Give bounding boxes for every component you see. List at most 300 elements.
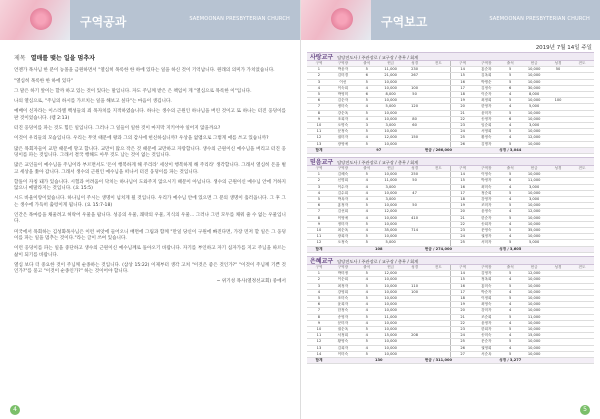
table-cell: 2 [307, 73, 331, 79]
district-section [307, 256, 594, 364]
column-header: 전도 [427, 166, 451, 172]
table-cell: 4 [498, 104, 522, 110]
table-cell: 5 [498, 79, 522, 85]
total-cell [331, 147, 355, 153]
table-cell: 47 [403, 190, 427, 196]
table-cell: 10,000 [522, 141, 546, 147]
table-cell: 5 [498, 314, 522, 320]
table-cell: 150 [403, 135, 427, 141]
table-cell: 10,000 [379, 295, 403, 301]
table-cell: 20 [450, 308, 474, 314]
district-name: 사랑교구 [310, 54, 334, 61]
table-cell: 5 [355, 271, 379, 277]
page-number-right: 5 [580, 405, 590, 415]
table-cell: 10,000 [522, 98, 546, 104]
table-cell: 5 [355, 234, 379, 240]
table-cell: 4 [355, 184, 379, 190]
total-cell: 헌금 / 311,000 [403, 357, 475, 363]
table-cell: 10,000 [522, 116, 546, 122]
total-row [307, 147, 594, 153]
table-cell: 410 [403, 215, 427, 221]
table-cell: 9 [307, 221, 331, 227]
column-header: 성경 [403, 166, 427, 172]
table-cell: 장희자 [331, 234, 355, 240]
table-cell: 5 [355, 141, 379, 147]
table-cell: 권순옥 [331, 326, 355, 332]
column-header: 구역 [450, 265, 474, 271]
column-header: 구역 [307, 166, 331, 172]
table-cell: 100 [403, 85, 427, 91]
column-header: 전도 [427, 265, 451, 271]
table-cell: 26 [450, 345, 474, 351]
total-cell: 성경 / 3,044 [474, 147, 546, 153]
table-cell: 10,000 [379, 289, 403, 295]
table-cell: 박윤자 [331, 67, 355, 73]
table-cell: 4 [498, 184, 522, 190]
table-cell: 윤정숙 [474, 209, 498, 215]
table-cell: 5 [498, 339, 522, 345]
table-cell: 230 [403, 67, 427, 73]
table-cell: 박순자 [474, 289, 498, 295]
table-cell: 16 [450, 79, 474, 85]
left-banner-church-name: SAEMOONAN PRESBYTERIAN CHURCH [189, 16, 290, 22]
table-cell: 5 [355, 295, 379, 301]
table-cell: 송영자 [331, 314, 355, 320]
table-cell: 10,000 [522, 289, 546, 295]
table-cell: 4 [355, 190, 379, 196]
table-cell: 5 [498, 73, 522, 79]
column-header: 헌금 [522, 265, 546, 271]
table-cell: 4 [355, 85, 379, 91]
table-cell: 5 [355, 129, 379, 135]
table-cell: 20 [450, 209, 474, 215]
report-date: 2019년 7월 14일 주일 [535, 45, 592, 51]
table-cell: 정미자 [331, 221, 355, 227]
table-cell: 17 [450, 85, 474, 91]
table-cell: 2 [307, 178, 331, 184]
sermon-paragraph: 많은 교인들이 예수님을 주님이라 부르면서도 '돈이 행복하게 해 주리라' 세상이 행복하게 해 주리라' 생각합니다. 그래서 열심히 돈을 벌고 세상을 쫓아 갑니다. 그래서 생수의 근원인 예수님을 떠나서 터진 웅덩이를 파는 것입니다. [14, 163, 286, 175]
table-cell: 14 [307, 351, 331, 357]
table-cell: 4 [355, 302, 379, 308]
table-cell: 4 [498, 123, 522, 129]
table-cell: 김순자 [331, 98, 355, 104]
column-header: 구역장 [474, 265, 498, 271]
table-cell: 오정숙 [331, 240, 355, 246]
table-cell: 윤정자 [474, 320, 498, 326]
sermon-paragraph: 나의 열심으로, "주님의 하시를 가르치는 일을 해보고 싶다"는 마음이 생깁니다. [14, 99, 172, 105]
table-cell: 12,000 [522, 209, 546, 215]
table-cell: 서순옥 [474, 351, 498, 357]
table-cell: 4 [498, 289, 522, 295]
table-cell: 10,000 [522, 351, 546, 357]
table-cell: 23 [450, 228, 474, 234]
table-cell: 6 [307, 98, 331, 104]
table-cell: 100 [546, 98, 570, 104]
table-cell: 5 [307, 197, 331, 203]
table-cell: 강영자 [474, 197, 498, 203]
table-cell: 35,000 [379, 228, 403, 234]
table-cell: 12,000 [522, 271, 546, 277]
table-cell: 4 [498, 197, 522, 203]
table-cell: 강순옥 [331, 110, 355, 116]
table-cell: 10 [307, 123, 331, 129]
table-cell: 조순희 [474, 314, 498, 320]
table-cell: 14 [450, 271, 474, 277]
table-cell: 10,000 [522, 345, 546, 351]
table-cell: 13 [307, 141, 331, 147]
district-info: 담당전도사 / 주관장로 / 교구장 / 총무 / 회계 [337, 258, 419, 264]
table-cell: 1 [307, 67, 331, 73]
table-cell: 15 [450, 178, 474, 184]
table-cell: 6 [498, 178, 522, 184]
table-cell: 4 [355, 277, 379, 283]
column-header: 구역장 [331, 61, 355, 67]
table-cell: 4 [307, 289, 331, 295]
table-cell: 4 [498, 234, 522, 240]
table-cell: 11,000 [522, 178, 546, 184]
table-cell: 9 [307, 116, 331, 122]
table-cell: 10,000 [379, 234, 403, 240]
table-cell: 4 [355, 320, 379, 326]
right-banner-title: 구역보고 [381, 15, 428, 29]
table-cell: 7 [307, 104, 331, 110]
table-cell: 14 [450, 172, 474, 178]
right-banner-church-name: SAEMOONAN PRESBYTERIAN CHURCH [489, 16, 590, 22]
column-header: 구역장 [474, 61, 498, 67]
table-cell: 120 [403, 104, 427, 110]
table-cell: 5 [355, 67, 379, 73]
table-cell: 10,000 [522, 308, 546, 314]
table-cell: 10,000 [522, 326, 546, 332]
table-cell: 김혜숙 [331, 172, 355, 178]
table-cell: 5 [307, 92, 331, 98]
table-cell: 11,000 [379, 178, 403, 184]
column-header: 구역 [450, 61, 474, 67]
table-cell: 황정숙 [474, 135, 498, 141]
column-header: 구역 [450, 166, 474, 172]
table-cell: 21 [450, 110, 474, 116]
table-cell: 714 [403, 228, 427, 234]
sermon-paragraph: 인간은 목마름을 채울려고 허락어 우물을 팝니다. 성공의 우물, 쾌락의 우물, 지식의 우물... 그러나 그런 모두를 채워 줄 수 없는 우물입니다. [14, 213, 286, 225]
table-cell: 4 [355, 308, 379, 314]
table-cell: 15 [450, 277, 474, 283]
column-header: 성경 [546, 166, 570, 172]
table-cell: 김희자 [331, 345, 355, 351]
table-cell: 50 [546, 67, 570, 73]
total-cell: 108 [355, 246, 403, 252]
sermon-paragraph: 터진 웅덩이를 파는 것도 힘든 일입니다. 그러나 그 일들이 일한 것이 마지막 지키어야 일어지 않을까요? [14, 126, 221, 132]
table-cell: 권미자 [331, 135, 355, 141]
sermon-paragraphs [14, 68, 286, 275]
table-cell: 문영숙 [474, 228, 498, 234]
table-cell: 24 [450, 129, 474, 135]
table-cell: 5 [355, 283, 379, 289]
table-cell: 5,000 [522, 240, 546, 246]
table-cell: 6 [355, 92, 379, 98]
district-info: 담당전도사 / 주관장로 / 교구장 / 총무 / 회계 [337, 55, 419, 60]
table-cell: 5 [355, 98, 379, 104]
table-cell: 5 [498, 295, 522, 301]
table-cell: 최정희 [474, 98, 498, 104]
table-cell: 10,000 [522, 221, 546, 227]
table-cell: 박미정 [331, 271, 355, 277]
table-cell: 10,000 [379, 351, 403, 357]
table-cell: 5 [355, 79, 379, 85]
table-cell: 10,000 [522, 295, 546, 301]
column-header: 구역 [307, 265, 331, 271]
column-header: 헌금 [522, 61, 546, 67]
column-header: 전도 [427, 61, 451, 67]
table-cell: 10 [307, 326, 331, 332]
table-cell: 12,000 [379, 135, 403, 141]
sermon-paragraph: 미국에서 목회하는 김성화목사님은 이런 씨앗에 들어오니 배면에 그림과 함께 "만일 당신이 구원에 빠진다면, 가장 먼저 할 일은 그 웅덩이를 파는 일을 멈추는 것이다."라는 글이 쓰여 있습니다. [14, 229, 286, 241]
table-cell: 5 [355, 110, 379, 116]
table-cell: 5 [498, 98, 522, 104]
table-cell: 4 [355, 197, 379, 203]
table-cell: 13 [307, 345, 331, 351]
table-cell: 20 [450, 104, 474, 110]
total-cell: 130 [355, 357, 403, 363]
table-cell: 이미숙 [331, 351, 355, 357]
table-cell: 10,000 [379, 85, 403, 91]
table-cell: 송정자 [474, 116, 498, 122]
sermon-paragraph: 많은 목회자들이 교만 때문에 망고 합니다. 교만이 많으 작은 것 때문에 교만하고 자랑합니다. 생수의 근원이신 예수님을 버리고 터진 웅덩이를 파는 것입니다. 그래서 결국 행해도 아무 것도 남는 것이 없는 것입니다. [14, 146, 286, 158]
table-cell: 6 [307, 203, 331, 209]
table-cell: 3,000 [379, 123, 403, 129]
table-cell: 10,000 [379, 172, 403, 178]
table-cell: 10,000 [379, 302, 403, 308]
table-cell: 김수희 [331, 190, 355, 196]
table-cell: 최미숙 [474, 184, 498, 190]
table-cell: 김옥희 [474, 73, 498, 79]
table-cell: 신명희 [331, 178, 355, 184]
column-header: 출석 [498, 166, 522, 172]
total-cell: 성경 / 3,605 [474, 246, 546, 252]
table-cell: 5 [498, 240, 522, 246]
table-cell: 10,000 [379, 98, 403, 104]
column-header: 헌금 [379, 166, 403, 172]
table-cell: 5 [355, 203, 379, 209]
table-cell: 1 [307, 172, 331, 178]
table-cell: 5 [498, 172, 522, 178]
table-cell: 18 [450, 197, 474, 203]
sermon-paragraph: 언젠가 목사님 한 분이 농몰을 금원하면서 "열심히 목록한 한 하에 있다는 일을 하신 것이 기억납니다. 원래의 의미가 가치었습니다. [14, 68, 275, 74]
sermon-body [0, 56, 300, 286]
left-subhead [0, 40, 300, 52]
table-cell: 15,000 [379, 333, 403, 339]
table-cell: 3 [355, 123, 379, 129]
total-cell: 헌금 / 266,000 [403, 147, 475, 153]
table-cell: 정미숙 [331, 104, 355, 110]
column-header: 구역장 [331, 265, 355, 271]
table-cell: 10,000 [379, 203, 403, 209]
table-cell: 5 [355, 240, 379, 246]
total-cell: 헌금 / 274,000 [403, 246, 475, 252]
table-cell: 12 [307, 339, 331, 345]
left-banner [0, 0, 300, 40]
table-cell: 25 [450, 240, 474, 246]
sermon-paragraph: 이런 웅덩이를 파는 일을 중단하고 생수의 근원이신 예수님께로 돌아오기 바랍니다. 자기를 부인하고 자기 십자가를 지고 주님을 따르는 삶이 되기를 바랍니다. [14, 246, 286, 258]
table-cell: 3 [307, 283, 331, 289]
table-cell: 조미숙 [331, 295, 355, 301]
table-cell: 서영희 [474, 129, 498, 135]
district-info: 담당전도사 / 주관장로 / 교구장 / 총무 / 회계 [337, 160, 419, 166]
table-cell: 홍정자 [331, 203, 355, 209]
table-cell: 11,000 [522, 314, 546, 320]
table-cell: 27 [450, 351, 474, 357]
table-cell: 19 [450, 302, 474, 308]
table-cell: 4 [498, 221, 522, 227]
table-cell: 10,000 [379, 308, 403, 314]
column-header: 출석 [355, 166, 379, 172]
table-cell: 12,000 [522, 135, 546, 141]
column-header: 전도 [570, 265, 594, 271]
table-cell: 4 [355, 209, 379, 215]
table-cell: 4 [498, 135, 522, 141]
column-header: 구역 [307, 61, 331, 67]
table-cell: 4 [498, 308, 522, 314]
total-row [307, 357, 594, 363]
table-cell: 21,000 [379, 73, 403, 79]
table-cell: 16 [450, 184, 474, 190]
district-table [307, 265, 594, 364]
table-cell: 권영희 [474, 345, 498, 351]
table-cell: 3,000 [522, 123, 546, 129]
sermon-paragraph: "열심히 목록한 한 하에 있다" [14, 78, 73, 84]
table-cell: 23 [450, 326, 474, 332]
table-cell: 문순자 [474, 339, 498, 345]
table-cell: 문정숙 [331, 129, 355, 135]
table-cell: 5 [498, 190, 522, 196]
table-cell: 50 [403, 203, 427, 209]
table-cell: 이정희 [474, 295, 498, 301]
table-cell: 박옥자 [331, 197, 355, 203]
table-cell: 6 [498, 116, 522, 122]
column-header: 성경 [403, 265, 427, 271]
table-cell: 10,000 [522, 283, 546, 289]
sermon-paragraph: 그 말은 하기 앞이는 할까 하고 있는 것이 있다는 말입니다. 자도 주님께 받은 은 책임이 게 "열심으로 목록한 이"입니다. [14, 88, 252, 94]
sermon-paragraph: 할돌이 자칭 돼가 있습니다. 시험과 어려움이 닥치는 하나님이 도와주지 않으시기 때문이 아닙니다. 생수의 근원이신 예수님 안에 거하지 않으니 메말라지는 것입니다. (요 15:5) [14, 179, 286, 192]
table-cell: 11,000 [379, 314, 403, 320]
table-cell: 11 [307, 129, 331, 135]
table-cell: 22 [450, 116, 474, 122]
table-cell: 김정숙 [474, 85, 498, 91]
table-cell: 18 [450, 295, 474, 301]
table-cell: 10,000 [379, 221, 403, 227]
column-header: 구역장 [474, 166, 498, 172]
table-cell: 3,000 [379, 197, 403, 203]
table-cell: 25 [450, 339, 474, 345]
table-cell: 10,000 [522, 67, 546, 73]
table-cell: 5 [355, 314, 379, 320]
table-cell: 10,000 [522, 190, 546, 196]
table-cell: 5 [498, 203, 522, 209]
table-cell: 4 [355, 178, 379, 184]
table-cell: 11 [307, 234, 331, 240]
table-cell: 7 [307, 308, 331, 314]
table-cell: 홍순복 [474, 67, 498, 73]
table-cell: 50 [403, 92, 427, 98]
table-cell: 정옥희 [474, 277, 498, 283]
table-cell: 5 [498, 326, 522, 332]
district-reports [301, 52, 600, 364]
table-cell: 16 [450, 283, 474, 289]
sermon-title-label: 제목 [14, 55, 26, 62]
table-cell: 8 [307, 110, 331, 116]
table-cell: 오명숙 [331, 123, 355, 129]
table-cell: 3 [307, 184, 331, 190]
table-cell: 100 [403, 289, 427, 295]
column-header: 헌금 [379, 61, 403, 67]
table-cell: 50 [403, 178, 427, 184]
table-cell: 12,000 [379, 271, 403, 277]
district-name: 믿음교구 [310, 159, 334, 167]
table-cell: 10,000 [379, 141, 403, 147]
sermon-title-text: 열매를 맺는 일을 멈추자 [30, 55, 95, 62]
table-cell: 35,000 [522, 228, 546, 234]
table-cell: 23 [450, 123, 474, 129]
table-cell: 10,000 [379, 277, 403, 283]
table-cell: 8,000 [379, 92, 403, 98]
table-cell: 조미자 [474, 203, 498, 209]
table-cell: 이수자 [331, 184, 355, 190]
table-cell: 홍미숙 [474, 283, 498, 289]
table-cell: 5 [355, 172, 379, 178]
table-cell: 10,000 [379, 339, 403, 345]
table-cell: 서미자 [474, 240, 498, 246]
table-cell: 박정자 [474, 178, 498, 184]
column-header: 전도 [570, 61, 594, 67]
table-cell: 11,000 [379, 67, 403, 73]
table-cell: 4 [498, 277, 522, 283]
table-cell: 10 [307, 228, 331, 234]
table-cell: 11 [307, 333, 331, 339]
table-cell: 24 [450, 234, 474, 240]
total-row [307, 246, 594, 252]
table-cell: 8,000 [522, 92, 546, 98]
table-cell: 정순희 [474, 190, 498, 196]
table-cell: 6 [498, 85, 522, 91]
table-cell: 4 [355, 333, 379, 339]
table-cell: 22 [450, 320, 474, 326]
table-cell: 5 [355, 326, 379, 332]
table-cell: 7 [307, 209, 331, 215]
table-cell: 4 [355, 215, 379, 221]
column-header: 구역장 [331, 166, 355, 172]
table-cell: 2 [307, 277, 331, 283]
table-cell: 24 [450, 333, 474, 339]
table-cell: 17 [450, 289, 474, 295]
district-table [307, 61, 594, 154]
table-cell: 이숙희 [331, 85, 355, 91]
table-cell: 최정자 [331, 283, 355, 289]
total-cell [331, 357, 355, 363]
table-cell: 15 [450, 73, 474, 79]
table-cell: 5 [498, 215, 522, 221]
table-cell: 10,000 [379, 110, 403, 116]
table-cell: 이영애 [331, 215, 355, 221]
total-cell: 성경 / 3,277 [474, 357, 546, 363]
table-cell: 15,000 [522, 333, 546, 339]
sermon-paragraph: 예배이 신자라는 이스라엘 백성들의 죄 목자치를 지적하였습니다. 하나는 생수의 근원인 하나님을 버린 것이고 또 하나는 터진 웅덩이를 판 것이었습니다. (렘 2:13) [14, 109, 286, 121]
table-cell: 3 [307, 79, 331, 85]
table-cell: 10,000 [379, 345, 403, 351]
district-header [307, 256, 594, 265]
table-cell: 4 [498, 320, 522, 326]
table-cell: 10,000 [522, 110, 546, 116]
total-cell: 합계 [307, 357, 331, 363]
table-cell: 10,000 [522, 79, 546, 85]
